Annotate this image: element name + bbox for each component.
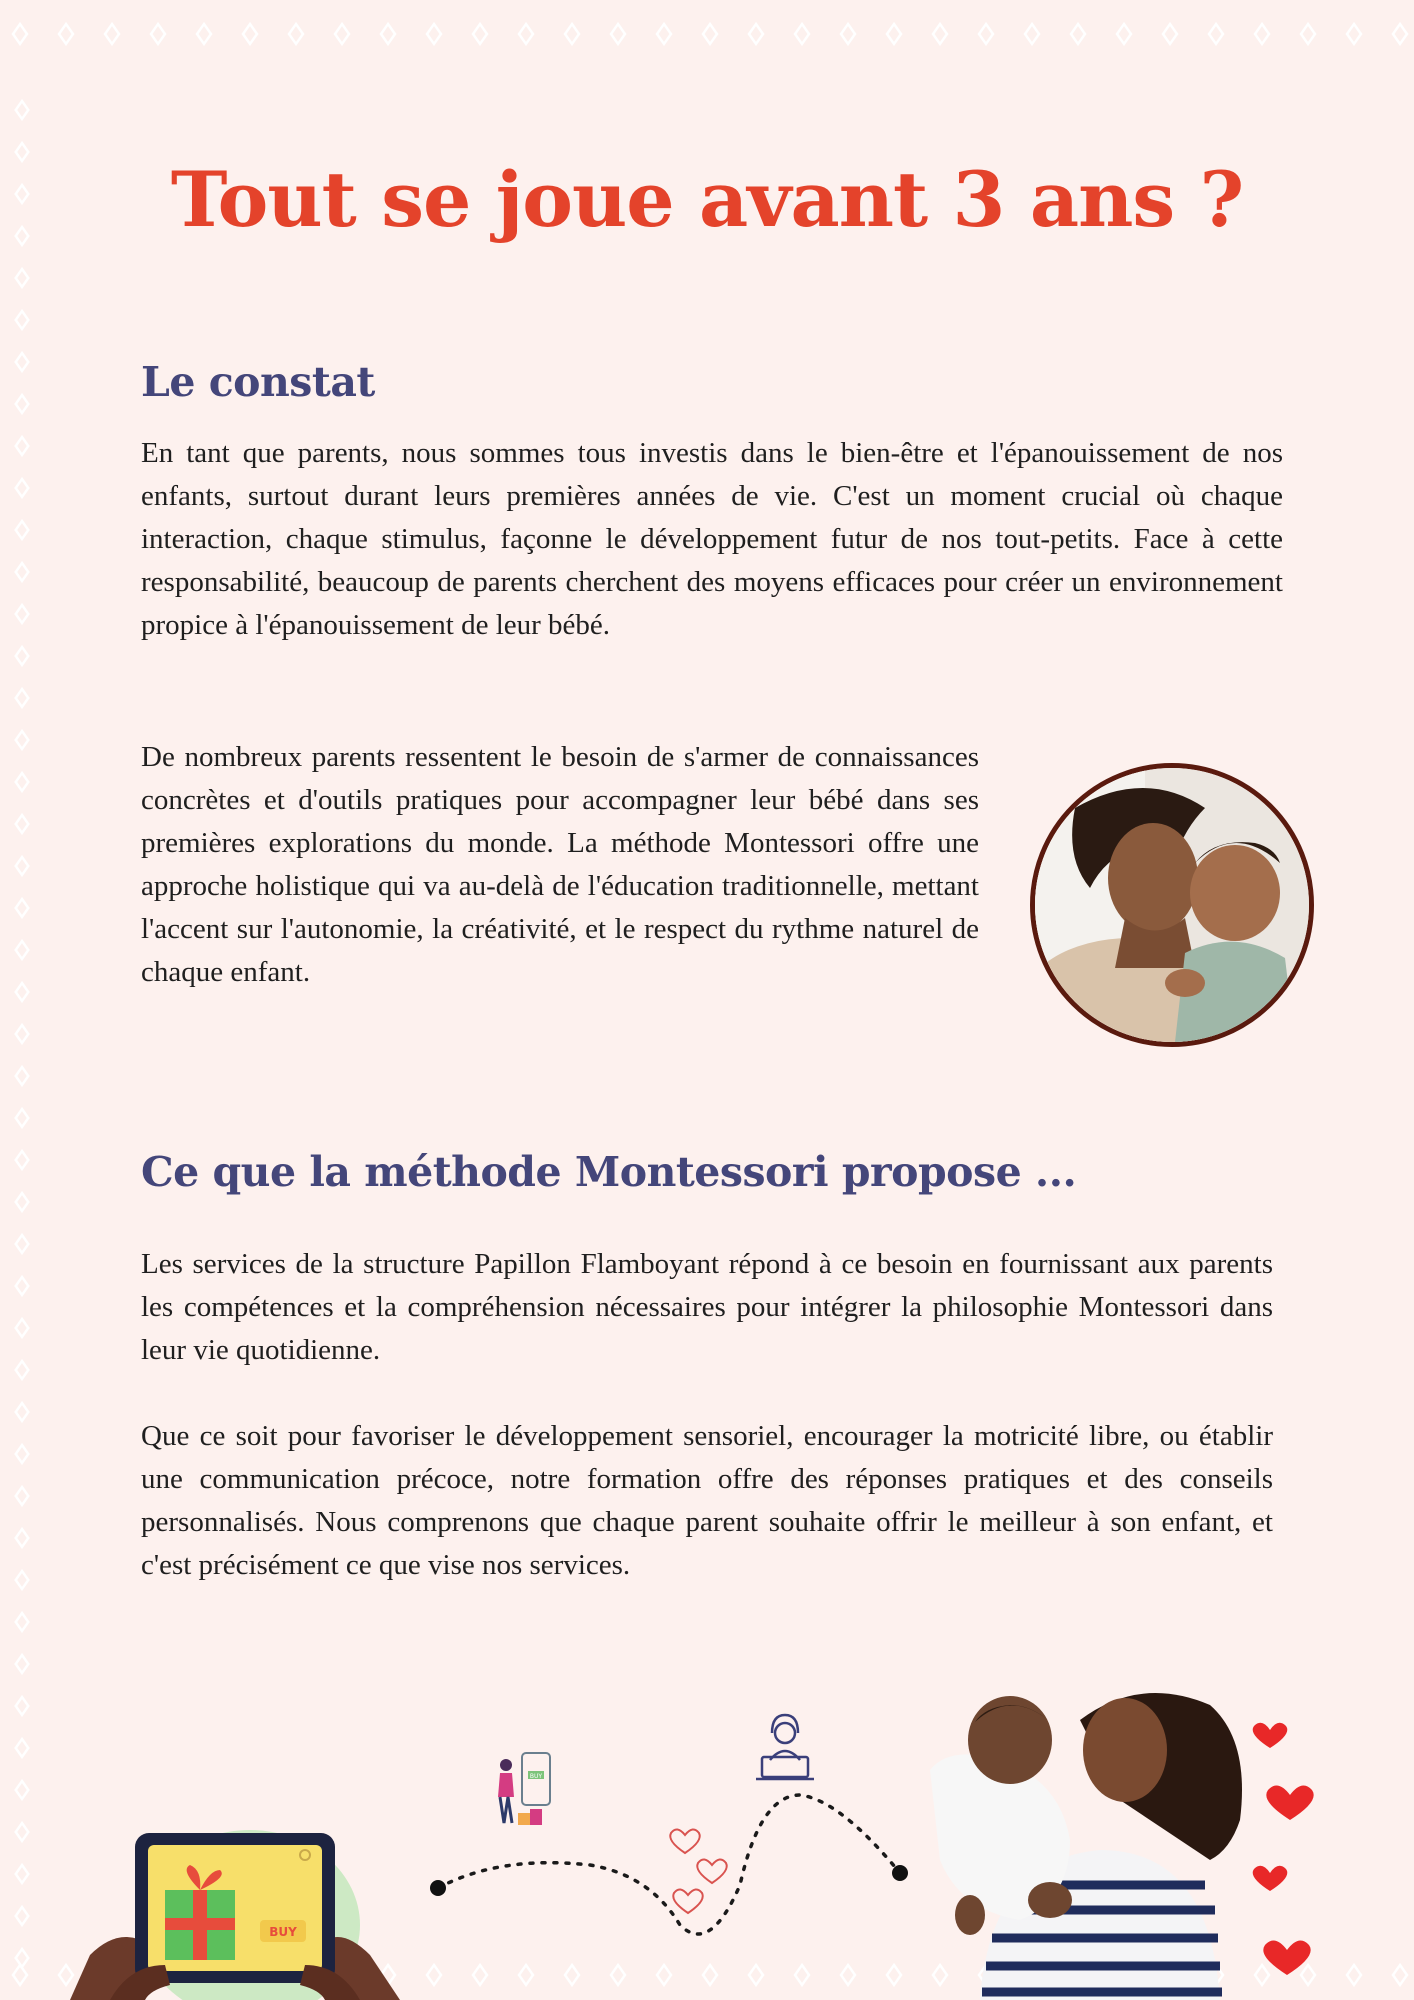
border-diamond (16, 563, 29, 581)
border-diamond (16, 1067, 29, 1085)
section-heading-constat: Le constat (141, 358, 375, 406)
decorative-border-top (0, 0, 1414, 70)
border-diamond (1025, 24, 1039, 44)
border-diamond (16, 731, 29, 749)
border-diamond (16, 1697, 29, 1715)
border-diamond (16, 1193, 29, 1211)
border-diamond (16, 1487, 29, 1505)
mother-kissing-baby-photo (920, 1680, 1340, 2000)
mother-baby-photo (1030, 763, 1314, 1047)
border-diamond (16, 1445, 29, 1463)
decorative-border-left (0, 0, 48, 2000)
border-diamond (657, 1965, 671, 1985)
border-diamond (289, 24, 303, 44)
border-diamond (16, 1907, 29, 1925)
border-diamond (16, 269, 29, 287)
border-diamond (16, 857, 29, 875)
border-diamond (381, 24, 395, 44)
border-diamond (16, 479, 29, 497)
border-diamond (841, 24, 855, 44)
border-diamond (16, 647, 29, 665)
section-heading-montessori: Ce que la méthode Montessori propose ... (141, 1148, 1077, 1196)
phone-buy-label: BUY (529, 1773, 543, 1780)
border-diamond (887, 1965, 901, 1985)
border-diamond (1347, 24, 1361, 44)
border-diamond (1163, 24, 1177, 44)
border-diamond (16, 815, 29, 833)
border-diamond (16, 1361, 29, 1379)
border-diamond (16, 605, 29, 623)
border-diamond (16, 1781, 29, 1799)
constat-paragraph-1: En tant que parents, nous sommes tous investis dans le bien-être et l'épanouissement de nos enfants, surtout durant leurs premières années de vie. C'est un moment crucial où chaque interaction, chaque stimulus, façonne le développement futur de nos tout-petits. Face à cette responsabilité, beaucoup de parents cherchent des moyens efficaces pour créer un environnement propice à l'épanouissement de leur bébé. (141, 437, 1283, 641)
border-diamond (16, 521, 29, 539)
border-diamond (151, 24, 165, 44)
border-diamond (16, 1655, 29, 1673)
border-diamond (16, 353, 29, 371)
border-diamond (519, 24, 533, 44)
page-title: Tout se joue avant 3 ans ? (170, 155, 1244, 244)
border-diamond (59, 24, 73, 44)
border-diamond (657, 24, 671, 44)
border-diamond (703, 1965, 717, 1985)
border-diamond (16, 1109, 29, 1127)
border-diamond (1255, 24, 1269, 44)
border-diamond (16, 437, 29, 455)
border-diamond (16, 1277, 29, 1295)
border-diamond (565, 24, 579, 44)
border-diamond (16, 311, 29, 329)
border-diamond (933, 24, 947, 44)
border-diamond (703, 24, 717, 44)
border-diamond (427, 1965, 441, 1985)
border-diamond (473, 1965, 487, 1985)
border-diamond (16, 1571, 29, 1589)
border-diamond (795, 1965, 809, 1985)
border-diamond (16, 1613, 29, 1631)
constat-paragraph-2: De nombreux parents ressentent le besoin de s'armer de connaissances concrètes et d'outils pratiques pour accompagner leur bébé dans ses premières explorations du monde. La méthode Montessori offre une approche holistique qui va au-delà de l'éducation traditionnelle, mettant l'accent sur l'autonomie, la créativité, et le respect du rythme naturel de chaque enfant. (141, 741, 979, 988)
border-diamond (841, 1965, 855, 1985)
border-diamond (16, 689, 29, 707)
border-diamond (1301, 24, 1315, 44)
border-diamond (13, 1965, 27, 1985)
border-diamond (16, 983, 29, 1001)
border-diamond (16, 1865, 29, 1883)
border-diamond (565, 1965, 579, 1985)
border-diamond (473, 24, 487, 44)
border-diamond (105, 24, 119, 44)
border-diamond (1347, 1965, 1361, 1985)
border-diamond (611, 1965, 625, 1985)
border-diamond (16, 1151, 29, 1169)
border-diamond (795, 24, 809, 44)
border-diamond (16, 1823, 29, 1841)
border-diamond (749, 24, 763, 44)
border-diamond (979, 24, 993, 44)
border-diamond (1393, 1965, 1407, 1985)
border-diamond (427, 24, 441, 44)
border-diamond (749, 1965, 763, 1985)
border-diamond (1117, 24, 1131, 44)
border-diamond (611, 24, 625, 44)
border-diamond (16, 101, 29, 119)
border-diamond (16, 1235, 29, 1253)
border-diamond (887, 24, 901, 44)
border-diamond (16, 1739, 29, 1757)
border-diamond (197, 24, 211, 44)
border-diamond (16, 773, 29, 791)
border-diamond (519, 1965, 533, 1985)
border-diamond (16, 899, 29, 917)
border-diamond (16, 941, 29, 959)
border-diamond (16, 1319, 29, 1337)
border-diamond (1071, 24, 1085, 44)
border-diamond (243, 24, 257, 44)
montessori-paragraph-2: Que ce soit pour favoriser le développement sensoriel, encourager la motricité libre, ou établir une communication précoce, notre formation offre des réponses pratiques et des conseils personnalisés. Nous comprenons que chaque parent souhaite offrir le meilleur à son enfant, et c'est précisément ce que vise nos services. (141, 1420, 1273, 1581)
tablet-shopping-illustration (70, 1815, 400, 2000)
border-diamond (1393, 24, 1407, 44)
montessori-paragraph-1: Les services de la structure Papillon Flamboyant répond à ce besoin en fournissant aux parents les compétences et la compréhension nécessaires pour intégrer la philosophie Montessori dans leur vie quotidienne. (141, 1248, 1273, 1366)
border-diamond (16, 1403, 29, 1421)
border-diamond (335, 24, 349, 44)
journey-path-illustration (420, 1705, 920, 1945)
border-diamond (1209, 24, 1223, 44)
border-diamond (16, 1025, 29, 1043)
border-diamond (16, 1529, 29, 1547)
border-diamond (16, 395, 29, 413)
tablet-buy-label: BUY (269, 1925, 297, 1939)
